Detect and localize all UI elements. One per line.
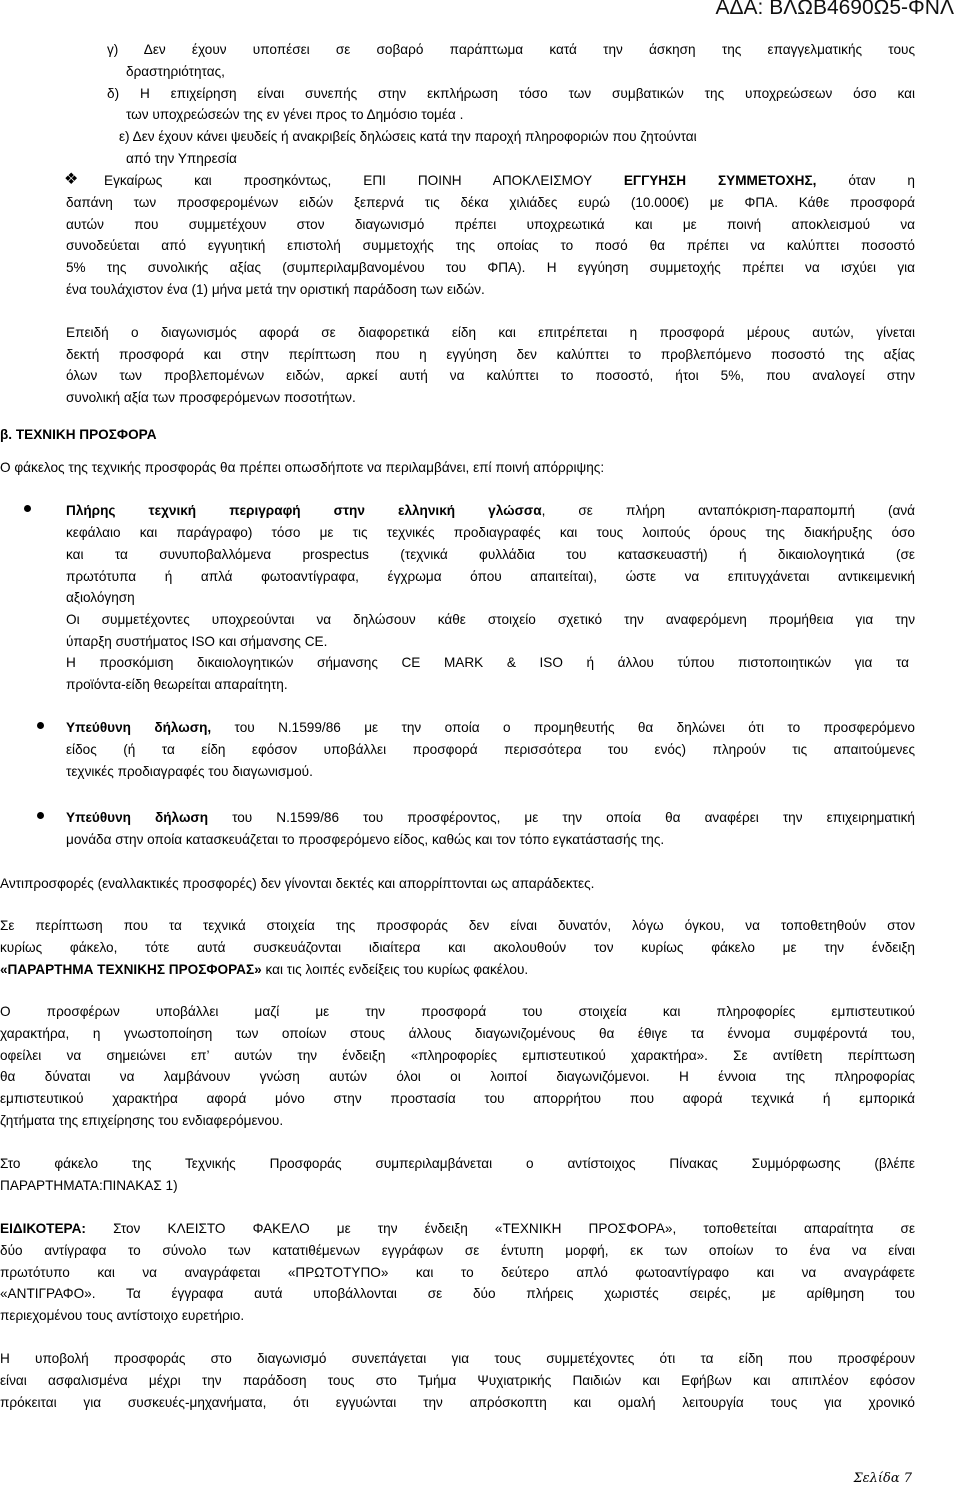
bullet1-line5: αξιολόγηση (66, 590, 135, 605)
section-intro: Ο φάκελος της τεχνικής προσφοράς θα πρέπει οπωσδήποτε να περιλαμβάνει, επί ποινή απόρριψης: (0, 460, 605, 475)
alt-offers-paragraph: Αντιπροσφορές (εναλλακτικές προσφορές) δεν γίνονται δεκτές και απορρίπτονται ως απαράδεκτες. (0, 876, 595, 891)
obligation-line1: Η υποβολή προσφοράς στο διαγωνισμό συνεπάγεται για τους συμμετέχοντες ότι τα είδη που προσφέρουν (0, 1351, 915, 1366)
confidential-line3: οφείλει να σημειώνει επ’ αυτών την ένδειξη «πληροφορίες εμπιστευτικού χαρακτήρα». Σε αντίθετη περίπτωση (0, 1048, 915, 1063)
bulky-line2: κυρίως φάκελο, τότε αυτά συσκευάζονται ιδιαίτερα και ακολουθούν τον κυρίως φάκελο με την ένδειξη (0, 940, 915, 955)
guarantee-line5: 5% της συνολικής αξίας (συμπεριλαμβανομένου του ΦΠΑ). Η εγγύηση συμμετοχής πρέπει να ισχύει για (66, 260, 915, 275)
guarantee-line1: Εγκαίρως και προσηκόντως, ΕΠΙ ΠΟΙΝΗ ΑΠΟΚΛΕΙΣΜΟΥ ΕΓΓΥΗΣΗ ΣΥΜΜΕΤΟΧΗΣ, όταν η (104, 173, 915, 188)
bullet1-line7: ύπαρξη συστήματος ISO και σήμανσης CE. (66, 634, 328, 649)
bullet2-line2: είδος (ή τα είδη εφόσον υποβάλλει προσφορά περισσότερα του ενός) πληρούν τις απαιτούμενες (66, 742, 915, 757)
guarantee-line2: δαπάνη των προσφερομένων ειδών ξεπερνά τις δέκα χιλιάδες ευρώ (10.000€) με ΦΠΑ. Κάθε προσφορά (66, 195, 915, 210)
bullet3-line2: μονάδα στην οποία κατασκευάζεται το προσφερόμενο είδος, καθώς και τον τόπο εγκατάστασής της. (66, 832, 665, 847)
guarantee-line3: αυτών που συμμετέχουν στον διαγωνισμό πρέπει υποχρεωτικά και με ποινή αποκλεισμού να (66, 217, 915, 232)
special-line3: πρωτότυπο και να αναγράφεται «ΠΡΩΤΟΤΥΠΟ» και το δεύτερο απλό φωτοαντίγραφο και να αναγράφετε (0, 1265, 915, 1280)
special-line2: δύο αντίγραφα το σύνολο των κατατιθέμενων εγγράφων σε έντυπη μορφή, εκ των οποίων το ένα να είναι (0, 1243, 915, 1258)
bullet-icon (37, 722, 44, 729)
bullet3-line1: Υπεύθυνη δήλωση του Ν.1599/86 του προσφέροντος, με την οποία θα αναφέρει την επιχειρηματική (66, 810, 915, 825)
bullet1-line2: κεφάλαιο και παράγραφο) τόσο με τις τεχνικές προδιαγραφές και τους λοιπούς όρους της διακήρυξης όσο (66, 525, 915, 540)
clause-d-line1: δ) Η επιχείρηση είναι συνεπής στην εκπλήρωση τόσο των συμβατικών της υποχρεώσεων όσο και (107, 86, 915, 101)
bullet-icon (37, 812, 44, 819)
confidential-line1: Ο προσφέρων υποβάλλει μαζί με την προσφορά του στοιχεία και πληροφορίες εμπιστευτικού (0, 1004, 915, 1019)
bulky-line1: Σε περίπτωση που τα τεχνικά στοιχεία της προσφοράς δεν είναι δυνατόν, λόγω όγκου, να τοποθετηθούν στον (0, 918, 915, 933)
confidential-line6: ζητήματα της επιχείρησης του ενδιαφερόμενου. (0, 1113, 284, 1128)
bullet-icon (24, 505, 31, 512)
diamond-bullet-icon: ❖ (64, 171, 79, 188)
confidential-line4: θα δύναται να λαμβάνουν γνώση αυτών όλοι οι λοιποί διαγωνιζόμενοι. Η έννοια της πληροφορίας (0, 1069, 915, 1084)
obligation-line3: πρόκειται για συσκευές-μηχανήματα, ότι εγγυώνται την απρόσκοπτη και ομαλή λειτουργία τους για χρονικό (0, 1395, 915, 1410)
partial-line2: δεκτή προσφορά και στην περίπτωση που η εγγύηση δεν καλύπτει το προβλεπόμενο ποσοστό της αξίας (66, 347, 915, 362)
document-code-header: ΑΔΑ: ΒΛΩΒ4690Ω5-ΦΝΛ (715, 0, 954, 19)
bullet2-line3: τεχνικές προδιαγραφές του διαγωνισμού. (66, 764, 313, 779)
tables-line2: ΠΑΡΑΡΤΗΜΑΤΑ:ΠΙΝΑΚΑΣ 1) (0, 1178, 178, 1193)
clause-g-line1: γ) Δεν έχουν υποπέσει σε σοβαρό παράπτωμα κατά την άσκηση της επαγγελματικής τους (107, 42, 915, 57)
partial-line3: όλων των προβλεπομένων ειδών, αρκεί αυτή να καλύπτει το ποσοστό, ήτοι 5%, που αναλογεί στην (66, 368, 915, 383)
bullet1-line6: Οι συμμετέχοντες υποχρεούνται να δηλώσουν κάθε στοιχείο σχετικό την αναφερόμενη προμήθεια για την (66, 612, 915, 627)
confidential-line2: χαρακτήρα, η γνωστοποίηση των οποίων στους άλλους διαγωνιζομένους θα έθιγε τα έννομα συμφέροντά του, (0, 1026, 915, 1041)
obligation-line2: είναι ασφαλισμένα μέχρι την παράδοση τους στο Τμήμα Ψυχιατρικής Παιδιών και Εφήβων και απιπλέον εφόσον (0, 1373, 915, 1388)
bullet1-line8: Η προσκόμιση δικαιολογητικών σήμανσης CE MARK & ISO ή άλλου τύπου πιστοποιητικών για τα (66, 655, 909, 670)
bullet1-line1: Πλήρης τεχνική περιγραφή στην ελληνική γλώσσα, σε πλήρη ανταπόκριση-παραπομπή (ανά (66, 503, 916, 518)
partial-line4: συνολική αξία των προσφερόμενων ποσοτήτων. (66, 390, 356, 405)
special-line1: ΕΙΔΙΚΟΤΕΡΑ: Στον ΚΛΕΙΣΤΟ ΦΑΚΕΛΟ με την ένδειξη «ΤΕΧΝΙΚΗ ΠΡΟΣΦΟΡΑ», τοποθετείται απαραίτητα σε (0, 1221, 915, 1236)
special-line4: «ΑΝΤΙΓΡΑΦΟ». Τα έγγραφα αυτά υποβάλλονται σε δύο πλήρεις χωριστές σειρές, με αρίθμηση του (0, 1286, 915, 1301)
bullet1-line4: πρωτότυπα ή απλά φωτοαντίγραφα, έγχρωμα όπου απαιτείται), ώστε να επιτυγχάνεται αντικειμενική (66, 569, 915, 584)
bullet1-line9: προϊόντα-είδη θεωρείται απαραίτητη. (66, 677, 288, 692)
clause-e-line2: από την Υπηρεσία (126, 151, 237, 166)
page-number: Σελίδα 7 (853, 1471, 912, 1486)
bullet2-line1: Υπεύθυνη δήλωση, του Ν.1599/86 με την οποία ο προμηθευτής θα δηλώνει ότι το προσφερόμενο (66, 720, 915, 735)
partial-line1: Επειδή ο διαγωνισμός αφορά σε διαφορετικά είδη και επιτρέπεται η προσφορά μέρους αυτών, γίνεται (66, 325, 915, 340)
confidential-line5: εμπιστευτικού χαρακτήρα αφορά μόνο στην προστασία του απορρήτου που αφορά τεχνικά ή εμπορικά (0, 1091, 915, 1106)
clause-d-line2: των υποχρεώσεών της εν γένει προς το Δημόσιο τομέα . (126, 107, 464, 122)
clause-g-line2: δραστηριότητας, (126, 64, 225, 79)
clause-e-line1: ε) Δεν έχουν κάνει ψευδείς ή ανακριβείς δηλώσεις κατά την παροχή πληροφοριών που ζητούνται (119, 129, 697, 144)
tables-line1: Στο φάκελο της Τεχνικής Προσφοράς συμπεριλαμβάνεται ο αντίστοιχος Πίνακας Συμμόρφωσης (βλέπε (0, 1156, 915, 1171)
bullet1-line3: και τα συνυποβαλλόμενα prospectus (τεχνικά φυλλάδια του κατασκευαστή) ή δικαιολογητικά (σε (66, 547, 915, 562)
guarantee-line4: συνοδεύεται από εγγυητική επιστολή συμμετοχής της οποίας το ποσό θα πρέπει να καλύπτει ποσοστό (66, 238, 915, 253)
section-title: β. ΤΕΧΝΙΚΗ ΠΡΟΣΦΟΡΑ (0, 427, 157, 442)
special-line5: περιεχομένου τους αντίστοιχο ευρετήριο. (0, 1308, 245, 1323)
bulky-line3: «ΠΑΡΑΡΤΗΜΑ ΤΕΧΝΙΚΗΣ ΠΡΟΣΦΟΡΑΣ» και τις λοιπές ενδείξεις του κυρίως φακέλου. (0, 962, 529, 977)
guarantee-line6: ένα τουλάχιστον ένα (1) μήνα μετά την οριστική παράδοση των ειδών. (66, 282, 485, 297)
